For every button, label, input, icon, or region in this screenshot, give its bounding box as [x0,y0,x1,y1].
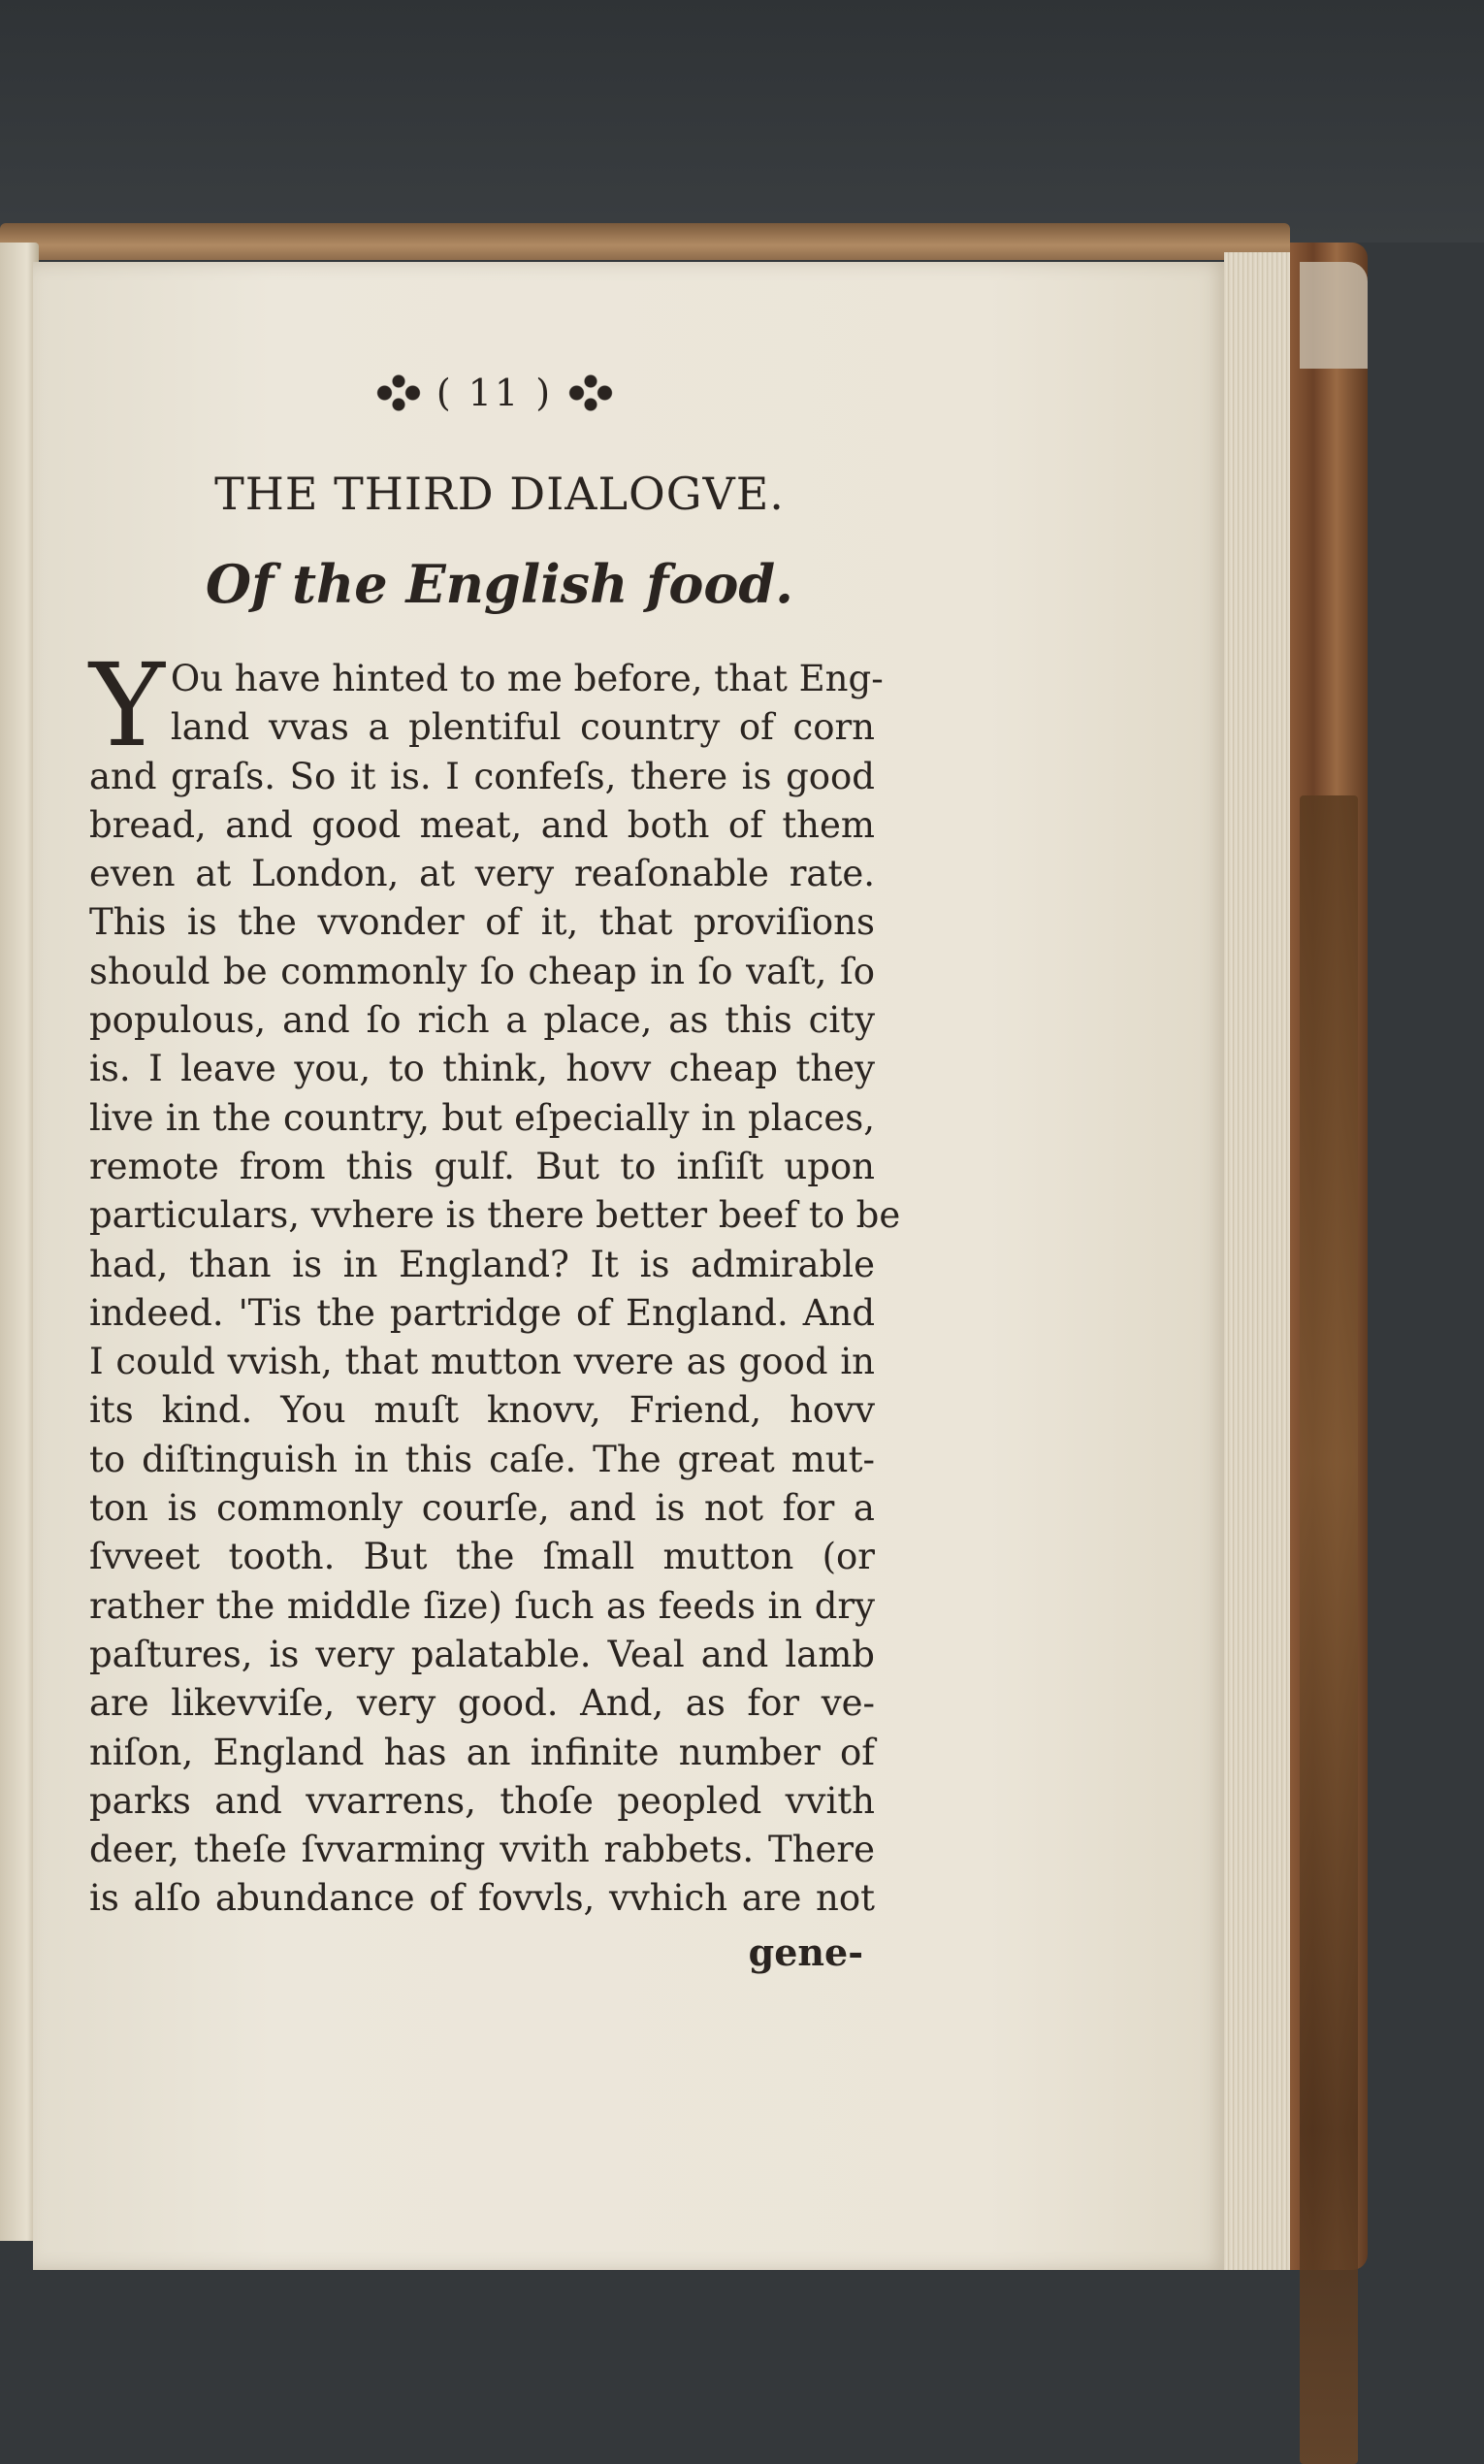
text-line: indeed. 'Tis the partridge of England. And [89,1291,875,1334]
drop-cap: Y [89,638,165,772]
text-line: parks and vvarrens, thoſe peopled vvith [89,1779,875,1822]
text-line: This is the vvonder of it, that proviſions [89,901,875,944]
page-stack-edge [1224,252,1292,2270]
text-line: particulars, vvhere is there better beef to be [89,1194,901,1237]
text-line: is. I leave you, to think, hovv cheap they [89,1048,875,1090]
text-line: land vvas a plentiful country of corn [170,706,875,749]
page-number: ( 11 ) [436,372,554,414]
text-line: ſvveet tooth. But the ſmall mutton (or [89,1536,875,1578]
text-line: niſon, England has an infinite number of [89,1731,875,1773]
text-line: are likevviſe, very good. And, as for ve- [89,1682,875,1725]
text-line: I could vvish, that mutton vvere as good in [89,1341,875,1383]
text-line: live in the country, but eſpecially in places, [89,1096,875,1139]
spine-wear [1300,795,1358,2464]
text-line: even at London, at very reaſonable rate. [89,853,875,895]
text-line: deer, theſe ſvvarming vvith rabbets. There [89,1829,875,1871]
body-text [89,638,901,1924]
text-line: should be commonly ſo cheap in ſo vaſt, ſo [89,950,875,992]
dialogue-title: THE THIRD DIALOGVE. [214,468,785,520]
text-line: rather the middle ſize) ſuch as feeds in dry [89,1584,875,1627]
spine-top-wear [1300,262,1368,369]
text-line: and graſs. So it is. I confeſs, there is good [89,755,875,797]
text-line: remote from this gulf. But to inſiſt upon [89,1145,875,1187]
text-line: ton is commonly courſe, and is not for a [89,1487,875,1530]
right-ornament-icon [563,373,619,412]
background-top [0,0,1484,243]
text-line: Ou have hinted to me before, that Eng- [170,658,884,699]
text-line: paſtures, is very palatable. Veal and lamb [89,1633,875,1675]
dialogue-subtitle: Of the English food. [206,553,793,615]
left-ornament-icon [371,373,427,412]
text-line: populous, and ſo rich a place, as this city [89,999,875,1042]
page-header [359,364,630,422]
text-line: to diſtinguish in this caſe. The great mut- [89,1438,875,1480]
text-line: its kind. You muſt knovv, Friend, hovv [89,1389,875,1432]
text-line: is alſo abundance of fovvls, vvhich are not [89,1877,875,1920]
cover-top-edge [0,223,1290,260]
text-line: bread, and good meat, and both of them [89,803,875,846]
text-line: had, than is in England? It is admirable [89,1243,875,1285]
catchword: gene- [748,1930,863,1974]
